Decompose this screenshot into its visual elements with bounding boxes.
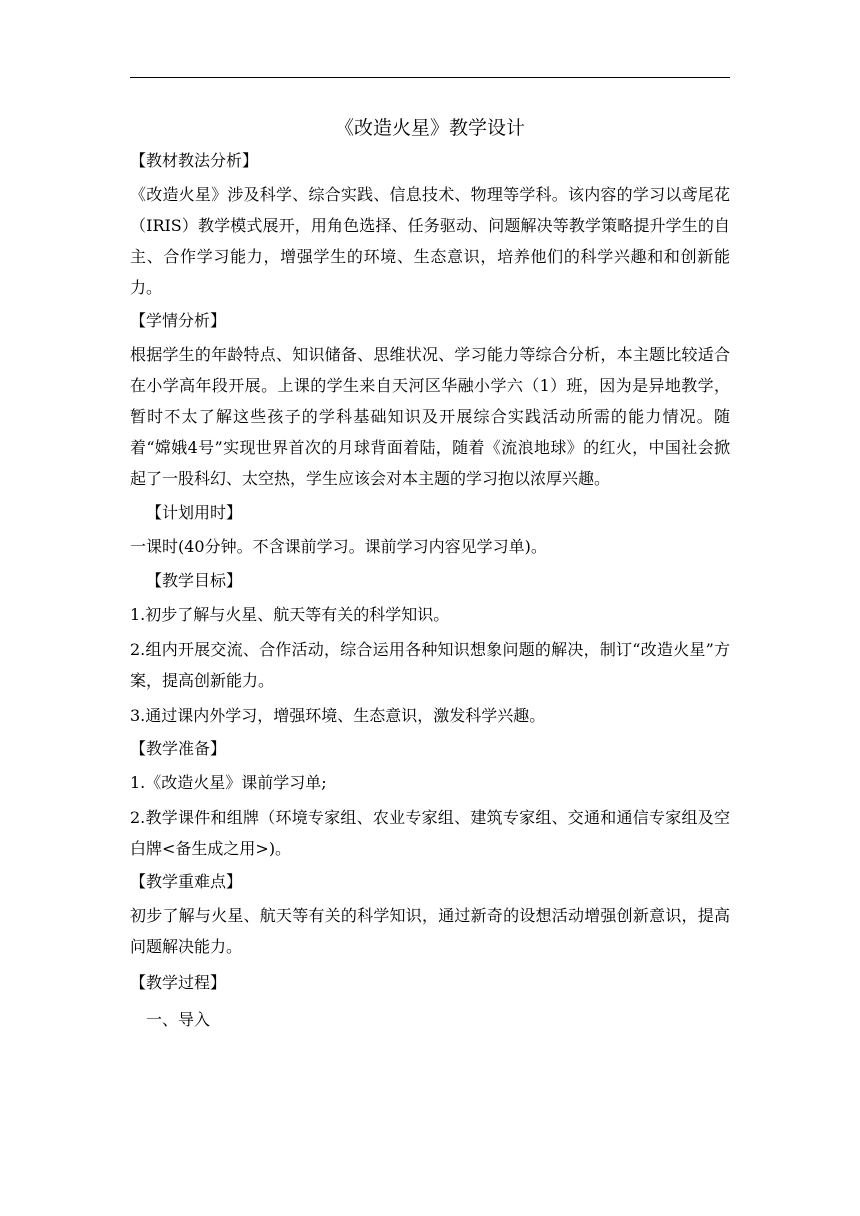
section-heading-material: 【教材教法分析】 <box>130 151 259 170</box>
goal-item: 1.初步了解与火星、航天等有关的科学知识。 <box>130 605 450 624</box>
section-heading-goals: 【教学目标】 <box>146 571 243 590</box>
document-body <box>130 146 730 1035</box>
section-heading-keypoints: 【教学重难点】 <box>130 872 243 891</box>
section-heading-prep: 【教学准备】 <box>130 739 227 758</box>
keypoints-paragraph: 初步了解与火星、航天等有关的科学知识，通过新奇的设想活动增强创新意识，提高问题解决能力。 <box>130 906 730 956</box>
section-heading-students: 【学情分析】 <box>130 311 227 330</box>
material-analysis-paragraph: 《改造火星》涉及科学、综合实践、信息技术、物理等学科。该内容的学习以鸢尾花（IRIS）教学模式展开，用角色选择、任务驱动、问题解决等教学策略提升学生的自主、合作学习能力，增强学生的环境、生态意识，培养他们的科学兴趣和和创新能力。 <box>130 185 730 297</box>
section-heading-process: 【教学过程】 <box>130 973 227 992</box>
planned-time-text: 一课时(40分钟。不含课前学习。课前学习内容见学习单)。 <box>130 537 547 556</box>
document-title: 《改造火星》教学设计 <box>334 117 525 139</box>
header-rule <box>130 77 730 78</box>
goal-item: 2.组内开展交流、合作活动，综合运用各种知识想象问题的解决，制订“改造火星”方案，提高创新能力。 <box>130 640 730 690</box>
goal-item: 3.通过课内外学习，增强环境、生态意识，激发科学兴趣。 <box>130 706 546 725</box>
process-step-intro: 一、导入 <box>146 1010 211 1029</box>
prep-item: 1.《改造火星》课前学习单; <box>130 773 327 792</box>
section-heading-time: 【计划用时】 <box>146 503 243 522</box>
student-analysis-paragraph: 根据学生的年龄特点、知识储备、思维状况、学习能力等综合分析，本主题比较适合在小学高年段开展。上课的学生来自天河区华融小学六（1）班，因为是异地教学，暂时不太了解这些孩子的学科基础知识及开展综合实践活动所需的能力情况。随着“嫦娥4号”实现世界首次的月球背面着陆，随着《流浪地球》的红火，中国社会掀起了一股科幻、太空热，学生应该会对本主题的学习抱以浓厚兴趣。 <box>130 345 730 488</box>
prep-item: 2.教学课件和组牌（环境专家组、农业专家组、建筑专家组、交通和通信专家组及空白牌<备生成之用>)。 <box>130 808 730 858</box>
